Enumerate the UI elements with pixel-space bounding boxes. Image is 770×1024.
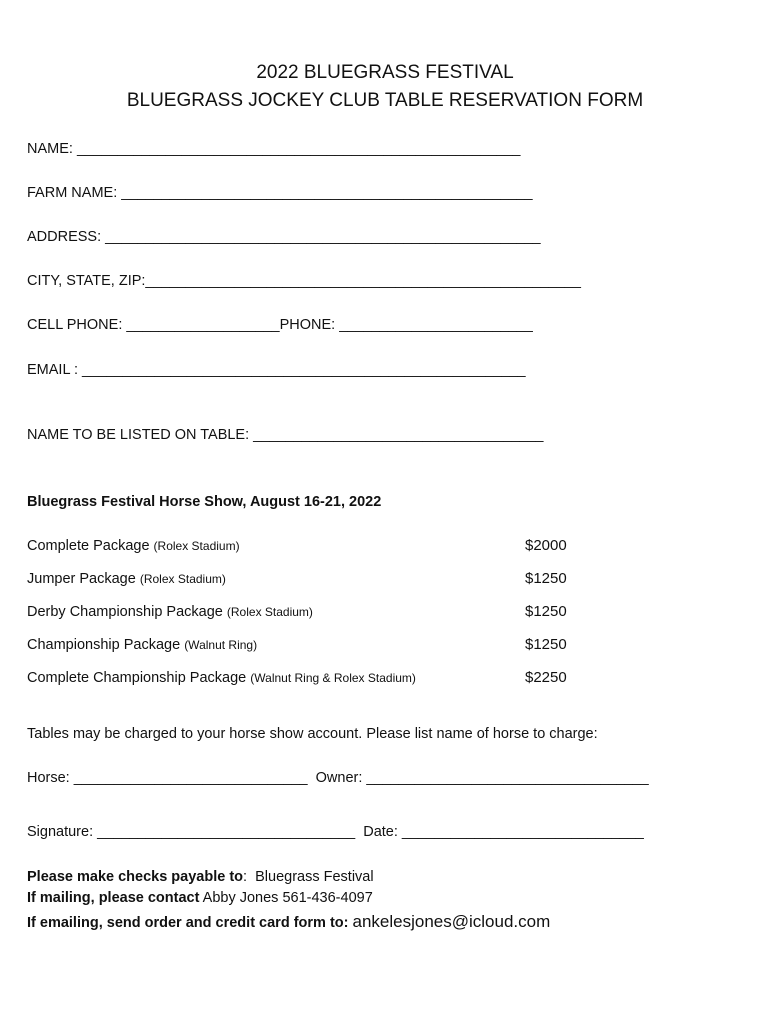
package-venue: (Walnut Ring) — [184, 638, 258, 652]
form-title: 2022 BLUEGRASS FESTIVAL — [256, 62, 514, 83]
checks-payable-line — [27, 869, 374, 885]
package-price: $1250 — [525, 636, 567, 653]
form-subtitle: BLUEGRASS JOCKEY CLUB TABLE RESERVATION FORM — [126, 90, 644, 111]
name-field[interactable]: NAME: _______________________________________________________ — [27, 141, 521, 157]
package-venue: (Rolex Stadium) — [153, 539, 240, 553]
package-venue: (Walnut Ring & Rolex Stadium) — [250, 671, 416, 685]
package-name: Complete Package — [27, 538, 150, 554]
mailing-label: If mailing, please contact — [27, 890, 200, 906]
mailing-value: Abby Jones 561-436-4097 — [199, 890, 373, 906]
package-name: Derby Championship Package — [27, 604, 223, 620]
package-item — [27, 538, 240, 554]
emailing-label: If emailing, send order and credit card form to: — [27, 915, 353, 931]
package-venue: (Rolex Stadium) — [226, 605, 313, 619]
farm-name-field[interactable]: FARM NAME: ___________________________________________________ — [27, 185, 533, 201]
checks-value: : Bluegrass Festival — [243, 869, 374, 885]
package-name: Complete Championship Package — [27, 670, 247, 686]
package-name: Championship Package — [27, 637, 181, 653]
signature-date-fields[interactable]: Signature: ________________________________ Date: ______________________________ — [27, 824, 644, 840]
package-price: $1250 — [525, 570, 567, 587]
table-name-field[interactable]: NAME TO BE LISTED ON TABLE: ____________________________________ — [27, 427, 544, 443]
package-price: $2250 — [525, 669, 567, 686]
checks-label: Please make checks payable to — [27, 869, 244, 885]
charge-note: Tables may be charged to your horse show account. Please list name of horse to charge: — [27, 726, 598, 742]
address-field[interactable]: ADDRESS: ______________________________________________________ — [27, 229, 541, 245]
package-name: Jumper Package — [27, 571, 136, 587]
package-item — [27, 670, 416, 686]
package-item — [27, 637, 257, 653]
contact-email-link[interactable]: ankelesjones@icloud.com — [352, 912, 551, 931]
phone-fields[interactable]: CELL PHONE: ___________________PHONE: ________________________ — [27, 317, 533, 333]
email-field[interactable]: EMAIL : _______________________________________________________ — [27, 362, 526, 378]
mailing-contact-line — [27, 890, 373, 906]
package-price: $1250 — [525, 603, 567, 620]
package-item — [27, 604, 313, 620]
horse-owner-fields[interactable]: Horse: _____________________________ Owner: ___________________________________ — [27, 770, 649, 786]
package-price: $2000 — [525, 537, 567, 554]
package-item — [27, 571, 226, 587]
horse-show-heading: Bluegrass Festival Horse Show, August 16-21, 2022 — [27, 494, 382, 510]
package-venue: (Rolex Stadium) — [139, 572, 226, 586]
city-state-zip-field[interactable]: CITY, STATE, ZIP:______________________________________________________ — [27, 273, 581, 289]
emailing-line — [27, 912, 550, 932]
